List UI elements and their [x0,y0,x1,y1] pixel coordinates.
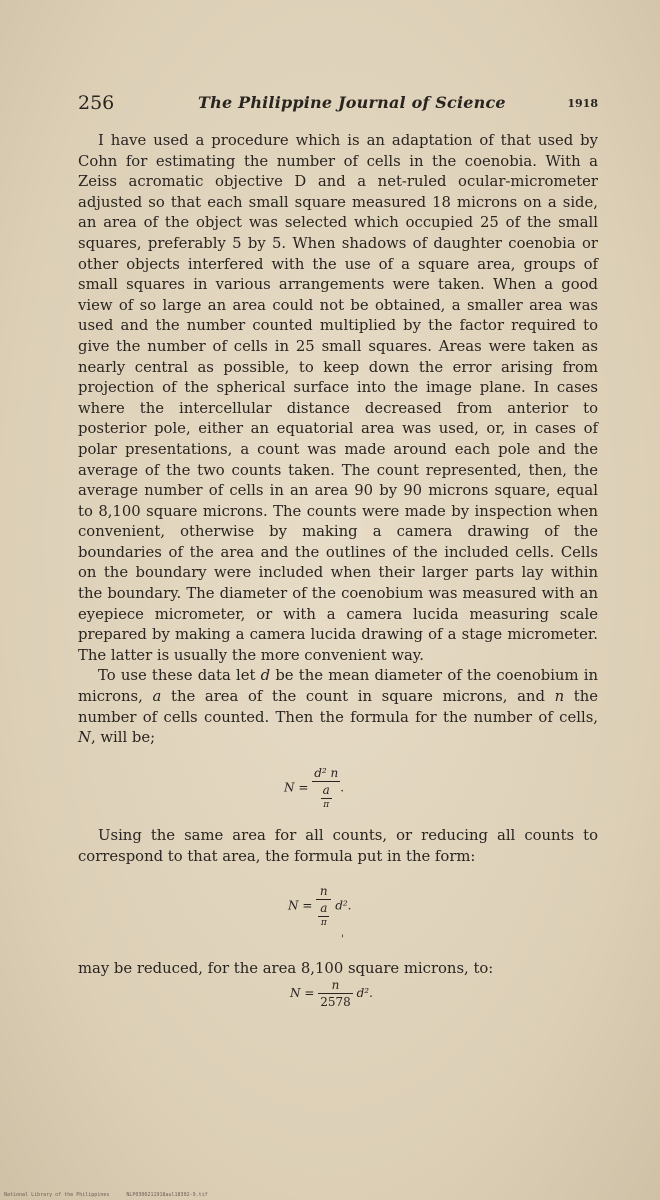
denominator-bottom: π [323,800,330,810]
text-fragment: be the mean diameter of the coenobium in microns, [78,667,598,706]
var-a: a [152,688,162,706]
sub-fraction [318,901,329,928]
publication-year: 1918 [567,97,598,110]
stray-mark: ' [341,934,344,945]
formula-2 [288,884,352,928]
formula-lhs: N = [288,898,313,913]
body-text [78,131,598,749]
text-fragment: the number of cells counted. Then the formula for the number of cells, [78,688,598,726]
sub-fraction [321,783,332,810]
numerator: n [319,884,328,898]
footer-library: National Library of the Philippines [4,1192,110,1198]
formula-end: . [340,780,345,795]
formula-1 [284,766,344,810]
running-header [78,92,598,120]
paragraph-area-text: Using the same area for all counts, or reducing all counts to correspond to that area, the formula put in the form: [78,827,598,865]
footer-file: NLP0300211918aul18302-9.tif [126,1192,208,1198]
var-n: n [554,688,565,706]
denominator-top: a [322,783,330,797]
paragraph-area [78,826,598,867]
formula-rhs: d². [356,986,373,1000]
journal-title: The Philippine Journal of Science [198,93,506,112]
text-fragment: , will be; [90,729,156,747]
page-number: 256 [78,92,115,114]
text-fragment: To use these data let [98,667,261,685]
fraction [312,766,340,810]
denominator-bottom: π [320,918,327,928]
denominator-top: a [320,901,328,915]
scan-footer [4,1192,222,1198]
formula-rhs: d². [335,898,352,913]
paragraph-definitions [78,666,598,748]
fraction [318,978,353,1009]
numerator: n [331,978,340,992]
denominator: 2578 [320,995,351,1009]
var-d: d [260,667,271,685]
var-N: N [78,729,91,747]
paragraph-reduced-text: may be reduced, for the area 8,100 square microns, to: [78,959,494,977]
formula-3 [290,978,373,1009]
formula-lhs: N = [290,986,315,1000]
paragraph-procedure: I have used a procedure which is an adaptation of that used by Cohn for estimating the number of cells in the coenobia. With a Zeiss acromatic objective D and a net-ruled ocular-micrometer adjusted so that each small square measured 18 microns on a side, an area of the object was selected which occupied 25 of the small squares, preferably 5 by 5. When shadows of daughter coenobia or other objects interfered with the use of a square area, groups of small squares in various arrangements were taken. When a good view of so large an area could not be obtained, a smaller area was used and the number counted multiplied by the factor required to give the number of cells in 25 small squares. Areas were taken as nearly central as possible, to keep down the error arising from projection of the spherical surface into the image plane. In cases where the intercellular distance decreased from anterior to posterior pole, either an equatorial area was used, or, in cases of polar presentations, a count was made around each pole and the average of the two counts taken. The count represented, then, the average number of cells in an area 90 by 90 microns square, equal to 8,100 square microns. The counts were made by inspection when convenient, otherwise by making a camera drawing of the boundaries of the area and the outlines of the included cells. Cells on the boundary were included when their larger parts lay within the boundary. The diameter of the coenobium was measured with an eyepiece micrometer, or with a camera lucida measuring scale prepared by making a camera lucida drawing of a stage micrometer. The latter is usually the more convenient way. [78,132,598,664]
numerator: d² n [314,766,339,780]
formula-lhs: N = [284,780,309,795]
fraction [316,884,331,928]
text-fragment: the area of the count in square microns, and [161,688,555,706]
